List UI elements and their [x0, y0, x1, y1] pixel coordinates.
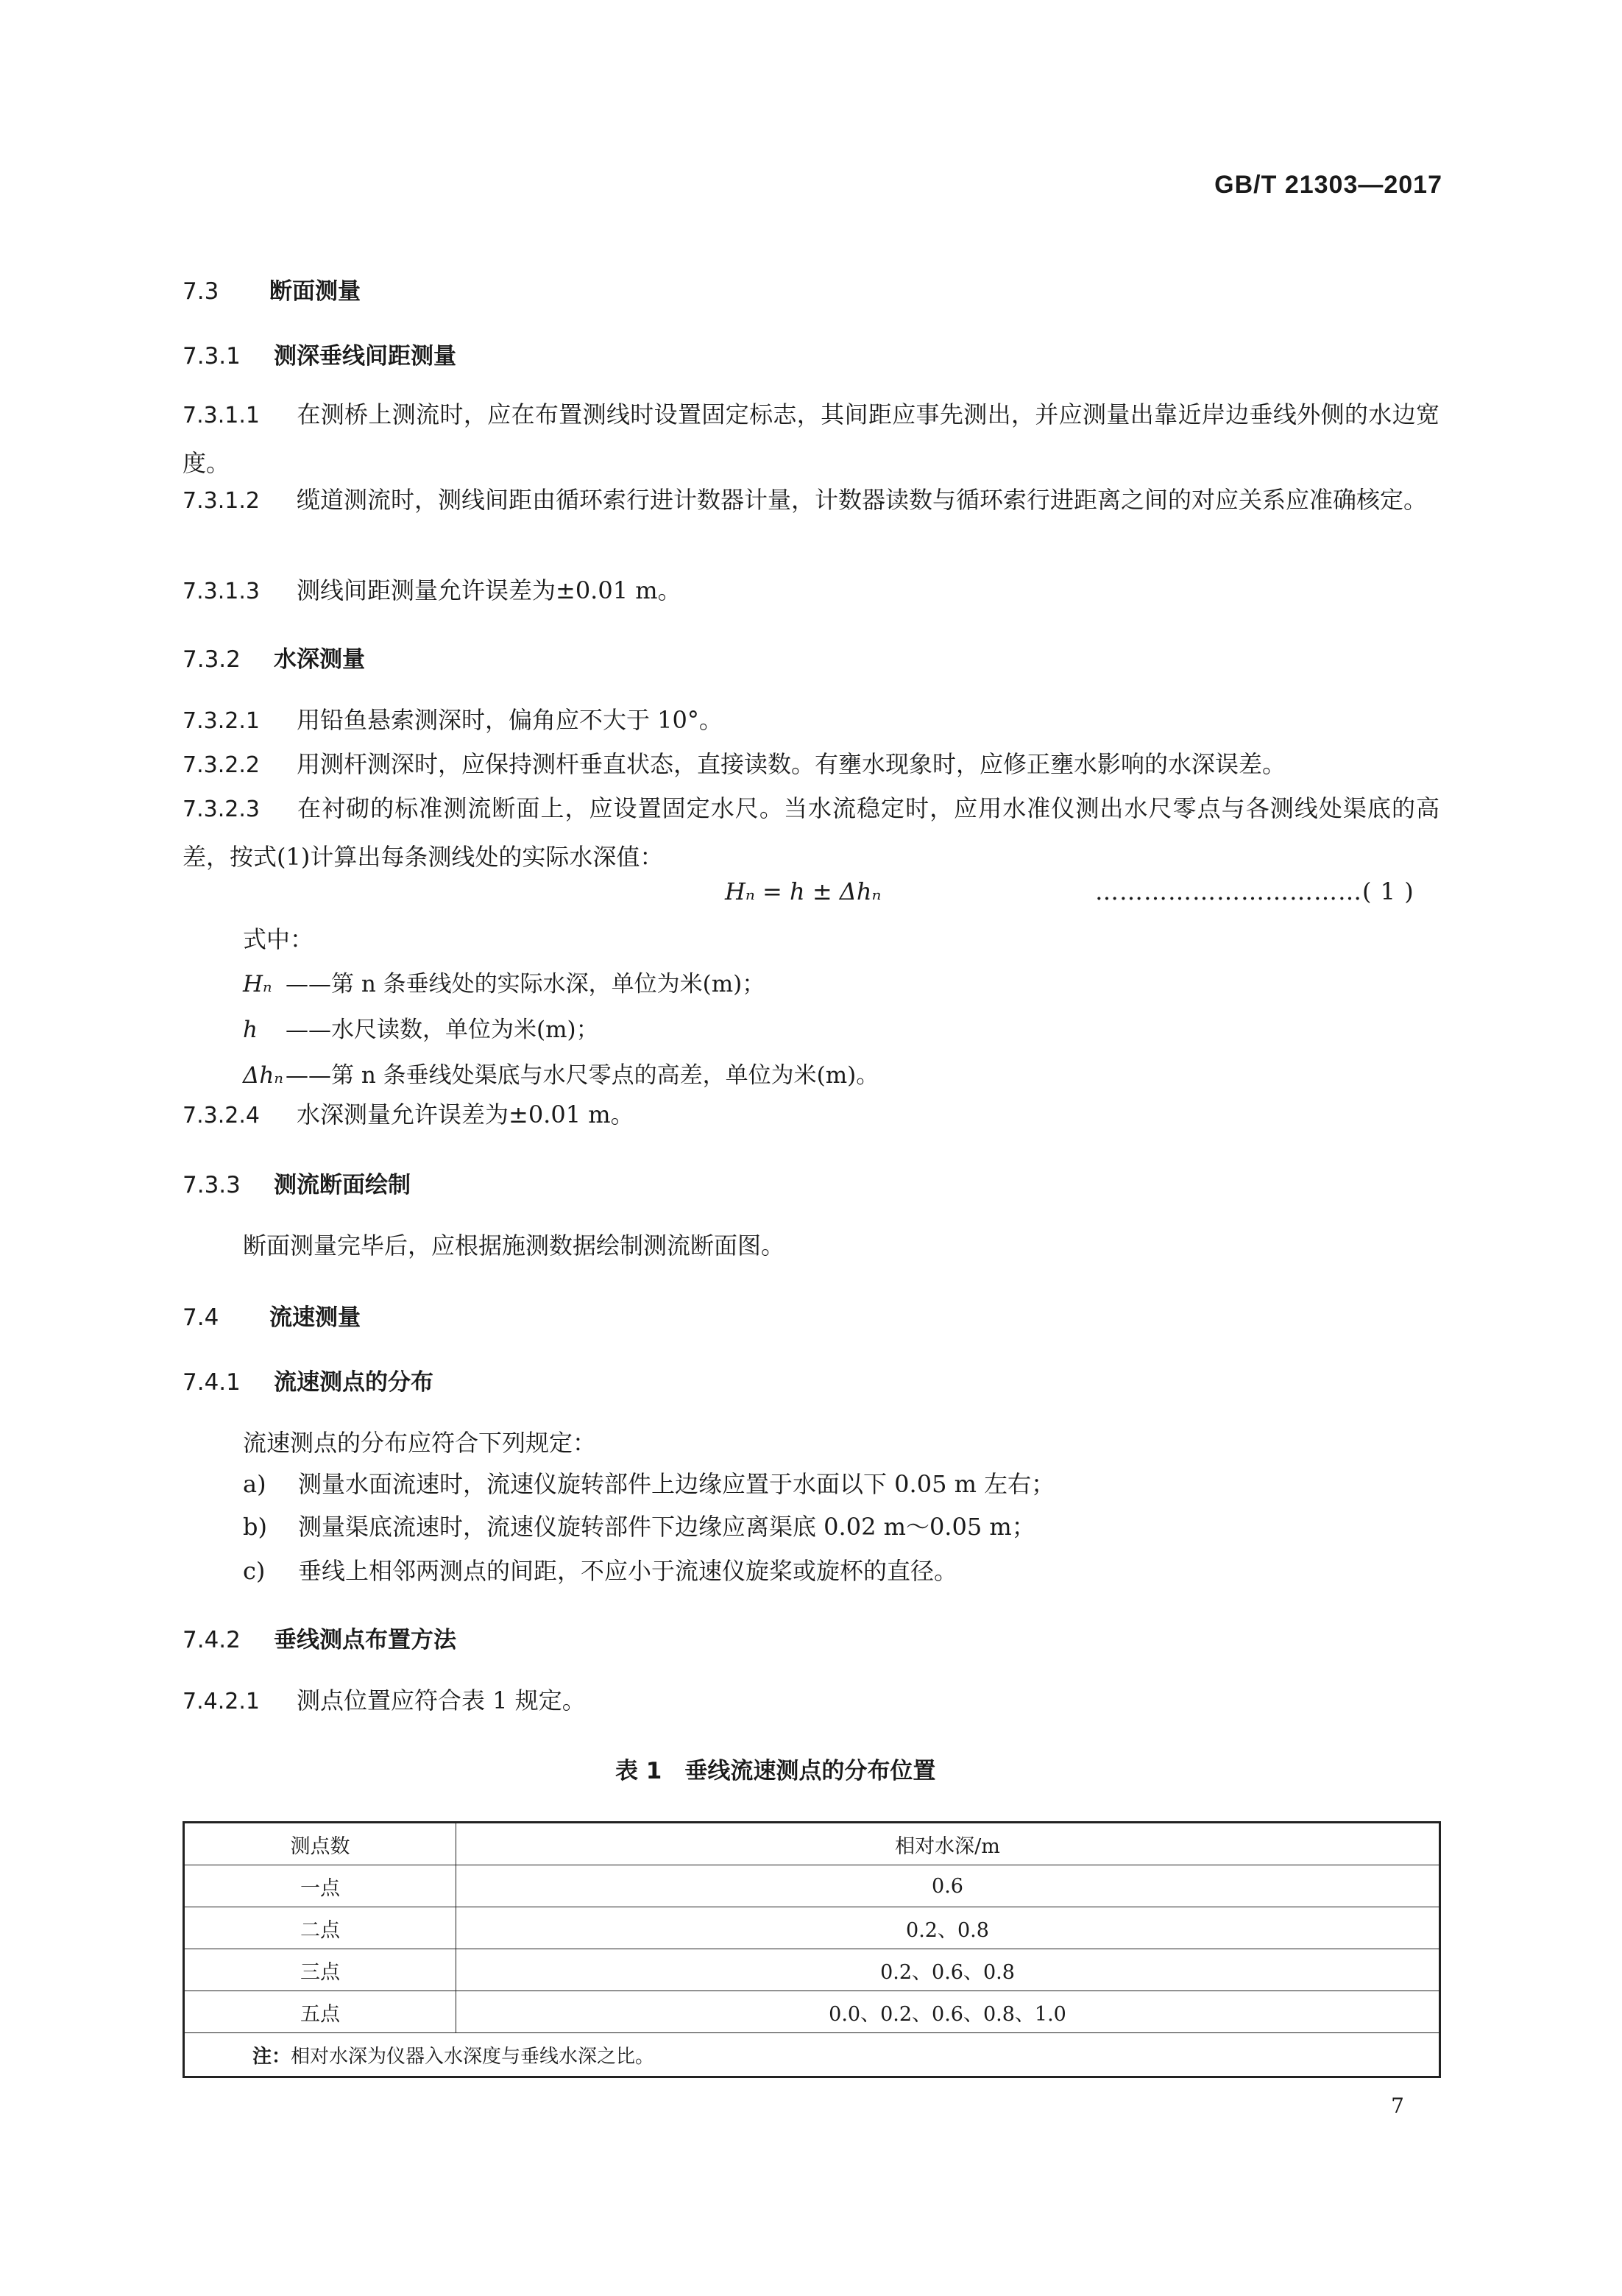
- formula-1: [725, 877, 881, 905]
- formula-lhs: Hₙ: [725, 877, 755, 905]
- section-title: 断面测量: [269, 278, 361, 305]
- section-number: 7.3.1: [183, 343, 241, 370]
- list-item: [243, 1503, 1035, 1550]
- list-item: [243, 1547, 957, 1594]
- section-title: 垂线测点布置方法: [274, 1627, 456, 1653]
- table-note-text: 相对水深为仪器入水深度与垂线水深之比。: [291, 2045, 655, 2068]
- definition-symbol: Hₙ: [243, 971, 272, 997]
- clause-7-3-1-1: [183, 391, 1439, 487]
- table-cell: 五点: [184, 1991, 456, 2033]
- list-text: 测量渠底流速时，流速仪旋转部件下边缘应离渠底 0.02 m～0.05 m；: [298, 1513, 1035, 1541]
- section-heading-7-4-2: [183, 1621, 456, 1654]
- clause-text: 水深测量允许误差为±0.01 m。: [297, 1101, 634, 1128]
- paragraph-7-4-1-intro: 流速测点的分布应符合下列规定：: [243, 1429, 597, 1457]
- list-marker: c): [243, 1557, 266, 1585]
- clause-text: 缆道测流时，测线间距由循环索行进计数器计量，计数器读数与循环索行进距离之间的对应关系应准确核定。: [297, 486, 1428, 514]
- clause-text: 用测杆测深时，应保持测杆垂直状态，直接读数。有壅水现象时，应修正壅水影响的水深误差。: [297, 750, 1286, 778]
- clause-number: 7.4.2.1: [183, 1689, 260, 1714]
- table-cell: 0.2、0.6、0.8: [456, 1949, 1440, 1991]
- definition-symbol: h: [243, 1017, 258, 1043]
- clause-text: 用铅鱼悬索测深时，偏角应不大于 10°。: [297, 706, 723, 734]
- table-cell: 0.2、0.8: [456, 1907, 1440, 1949]
- clause-number: 7.3.1.2: [183, 488, 260, 514]
- clause-text: 在衬砌的标准测流断面上，应设置固定水尺。当水流稳定时，应用水准仪测出水尺零点与各测线处渠底的高差，按式(1)计算出每条测线处的实际水深值：: [183, 794, 1439, 871]
- table-note: [184, 2033, 1440, 2077]
- section-title: 测深垂线间距测量: [274, 343, 456, 370]
- clause-number: 7.3.2.2: [183, 752, 260, 778]
- section-number: 7.4.2: [183, 1627, 241, 1653]
- list-text: 垂线上相邻两测点的间距，不应小于流速仪旋桨或旋杯的直径。: [298, 1557, 958, 1585]
- definition-item: [243, 1007, 879, 1053]
- table-caption: 表 1 垂线流速测点的分布位置: [615, 1758, 936, 1784]
- clause-number: 7.3.1.3: [183, 579, 260, 604]
- table-cell: 二点: [184, 1907, 456, 1949]
- column-header: 相对水深/m: [456, 1823, 1440, 1865]
- clause-text: 测线间距测量允许误差为±0.01 m。: [297, 576, 681, 604]
- table-cell: 0.0、0.2、0.6、0.8、1.0: [456, 1991, 1440, 2033]
- section-title: 测流断面绘制: [274, 1172, 411, 1198]
- formula-dots: ……………………………: [1095, 877, 1362, 905]
- section-heading-7-4: [183, 1299, 361, 1332]
- section-number: 7.3: [183, 278, 219, 305]
- definition-text: ——第 n 条垂线处的实际水深，单位为米(m)；: [286, 971, 765, 997]
- table-cell: 0.6: [456, 1865, 1440, 1907]
- table-header-row: [184, 1823, 1440, 1865]
- section-number: 7.4: [183, 1304, 219, 1331]
- clause-number: 7.3.2.3: [183, 796, 260, 822]
- table-row: [184, 1949, 1440, 1991]
- definition-item: [243, 961, 879, 1007]
- section-title: 流速测点的分布: [274, 1369, 433, 1396]
- paragraph-7-3-3: 断面测量完毕后，应根据施测数据绘制测流断面图。: [243, 1232, 785, 1260]
- list-item: [243, 1460, 1055, 1508]
- section-heading-7-4-1: [183, 1363, 433, 1396]
- table-cell: 三点: [184, 1949, 456, 1991]
- clause-7-3-1-2: [183, 476, 1439, 525]
- clause-number: 7.3.2.1: [183, 708, 260, 734]
- section-heading-7-3-2: [183, 640, 365, 674]
- section-title: 水深测量: [274, 646, 365, 673]
- formula-rhs: = h ± Δhₙ: [762, 877, 882, 905]
- definition-text: ——第 n 条垂线处渠底与水尺零点的高差，单位为米(m)。: [286, 1062, 879, 1089]
- clause-number: 7.3.2.4: [183, 1103, 260, 1128]
- clause-text: 测点位置应符合表 1 规定。: [297, 1686, 586, 1714]
- section-number: 7.4.1: [183, 1369, 241, 1396]
- clause-7-3-2-4: [183, 1091, 634, 1140]
- table-cell: 一点: [184, 1865, 456, 1907]
- list-text: 测量水面流速时，流速仪旋转部件上边缘应置于水面以下 0.05 m 左右；: [298, 1470, 1055, 1498]
- table-1: [183, 1821, 1441, 2078]
- section-number: 7.3.3: [183, 1172, 241, 1198]
- definition-symbol: Δhₙ: [243, 1062, 283, 1089]
- section-title: 流速测量: [269, 1304, 361, 1331]
- clause-7-3-2-1: [183, 696, 723, 745]
- standard-number: GB/T 21303—2017: [1214, 171, 1442, 199]
- clause-7-4-2-1: [183, 1677, 586, 1725]
- clause-7-3-2-2: [183, 741, 1286, 789]
- section-heading-7-3-1: [183, 337, 456, 370]
- clause-7-3-2-3: [183, 785, 1439, 880]
- definition-text: ——水尺读数，单位为米(m)；: [286, 1017, 599, 1043]
- table-row: [184, 1991, 1440, 2033]
- table-note-label: 注：: [252, 2045, 291, 2068]
- where-label: 式中：: [243, 925, 314, 953]
- clause-7-3-1-3: [183, 567, 681, 615]
- definition-list: [243, 961, 879, 1098]
- column-header: 测点数: [184, 1823, 456, 1865]
- formula-number: ( 1 ): [1362, 877, 1414, 905]
- clause-number: 7.3.1.1: [183, 403, 260, 428]
- formula-leader: [1095, 877, 1414, 905]
- table-row: [184, 1865, 1440, 1907]
- page-number: 7: [1391, 2094, 1404, 2118]
- section-number: 7.3.2: [183, 646, 241, 673]
- section-heading-7-3: [183, 272, 361, 305]
- section-heading-7-3-3: [183, 1166, 411, 1199]
- table-row: [184, 1907, 1440, 1949]
- table-note-row: [184, 2033, 1440, 2077]
- list-marker: b): [243, 1513, 267, 1541]
- clause-text: 在测桥上测流时，应在布置测线时设置固定标志，其间距应事先测出，并应测量出靠近岸边垂线外侧的水边宽度。: [183, 400, 1439, 477]
- list-marker: a): [243, 1470, 266, 1498]
